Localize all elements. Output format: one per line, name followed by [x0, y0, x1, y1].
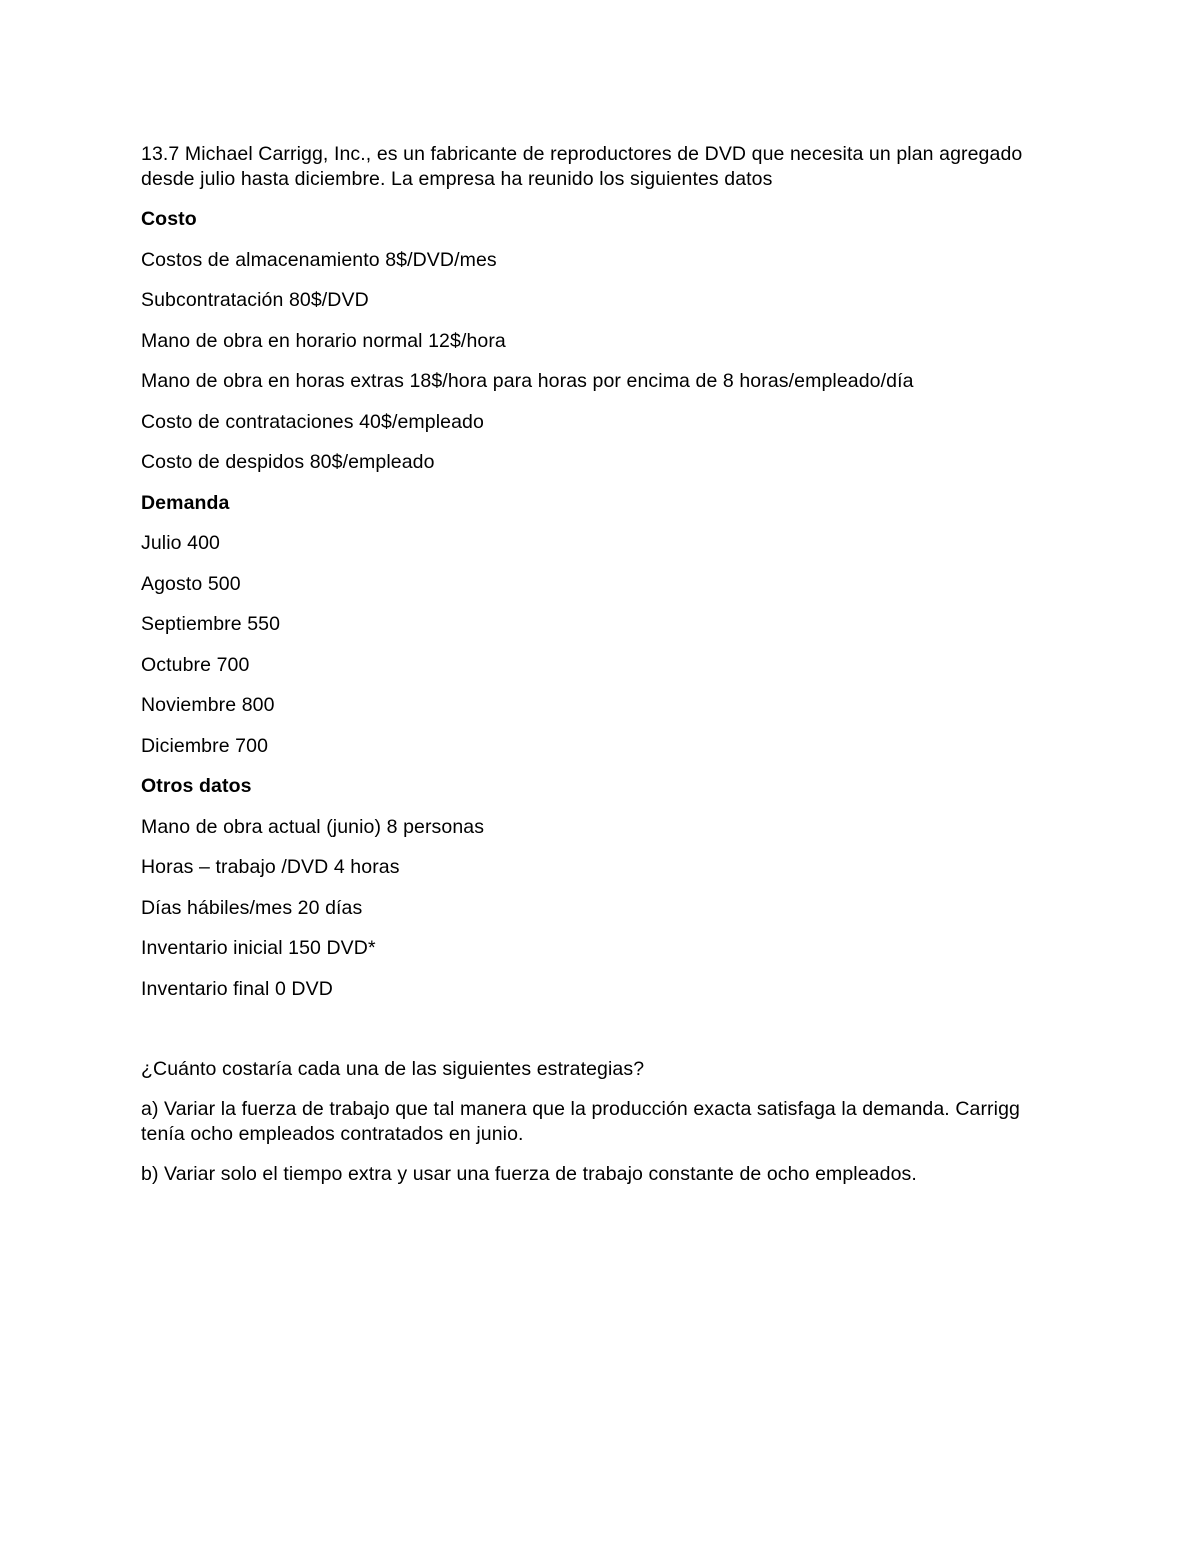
demanda-item: Diciembre 700 — [141, 734, 269, 757]
otros-datos-heading: Otros datos — [141, 775, 252, 797]
question-paragraph: ¿Cuánto costaría cada una de las siguientes estrategias? — [141, 1058, 645, 1080]
costo-item: Costo de contrataciones 40$/empleado — [141, 410, 484, 433]
costo-item: Subcontratación 80$/DVD — [141, 289, 369, 311]
costo-item: Costo de despidos 80$/empleado — [141, 451, 435, 473]
otros-datos-item: Inventario final 0 DVD — [141, 977, 333, 1000]
option-a-paragraph: a) Variar la fuerza de trabajo que tal manera que la producción exacta satisfaga la demanda. Carrigg tenía ocho empleados contratados en junio. — [141, 1098, 1020, 1145]
otros-datos-item: Días hábiles/mes 20 días — [141, 896, 363, 919]
costo-item: Mano de obra en horas extras 18$/hora para horas por encima de 8 horas/empleado/día — [141, 370, 914, 392]
document-page — [141, 142, 1061, 1202]
demanda-item: Julio 400 — [141, 532, 220, 554]
otros-datos-item: Horas – trabajo /DVD 4 horas — [141, 856, 400, 878]
costo-item: Costos de almacenamiento 8$/DVD/mes — [141, 248, 497, 271]
costo-heading: Costo — [141, 208, 197, 230]
demanda-item: Agosto 500 — [141, 572, 241, 595]
intro-paragraph: 13.7 Michael Carrigg, Inc., es un fabricante de reproductores de DVD que necesita un plan agregado desde julio hasta diciembre. La empresa ha reunido los siguientes datos — [141, 143, 1023, 190]
otros-datos-item: Mano de obra actual (junio) 8 personas — [141, 815, 485, 838]
demanda-item: Septiembre 550 — [141, 613, 281, 635]
demanda-item: Octubre 700 — [141, 653, 250, 676]
option-b-paragraph: b) Variar solo el tiempo extra y usar una fuerza de trabajo constante de ocho empleados. — [141, 1163, 917, 1185]
demanda-heading: Demanda — [141, 491, 230, 514]
otros-datos-item: Inventario inicial 150 DVD* — [141, 937, 376, 959]
costo-item: Mano de obra en horario normal 12$/hora — [141, 329, 506, 352]
demanda-item: Noviembre 800 — [141, 694, 275, 716]
blank-line — [141, 1017, 1061, 1057]
